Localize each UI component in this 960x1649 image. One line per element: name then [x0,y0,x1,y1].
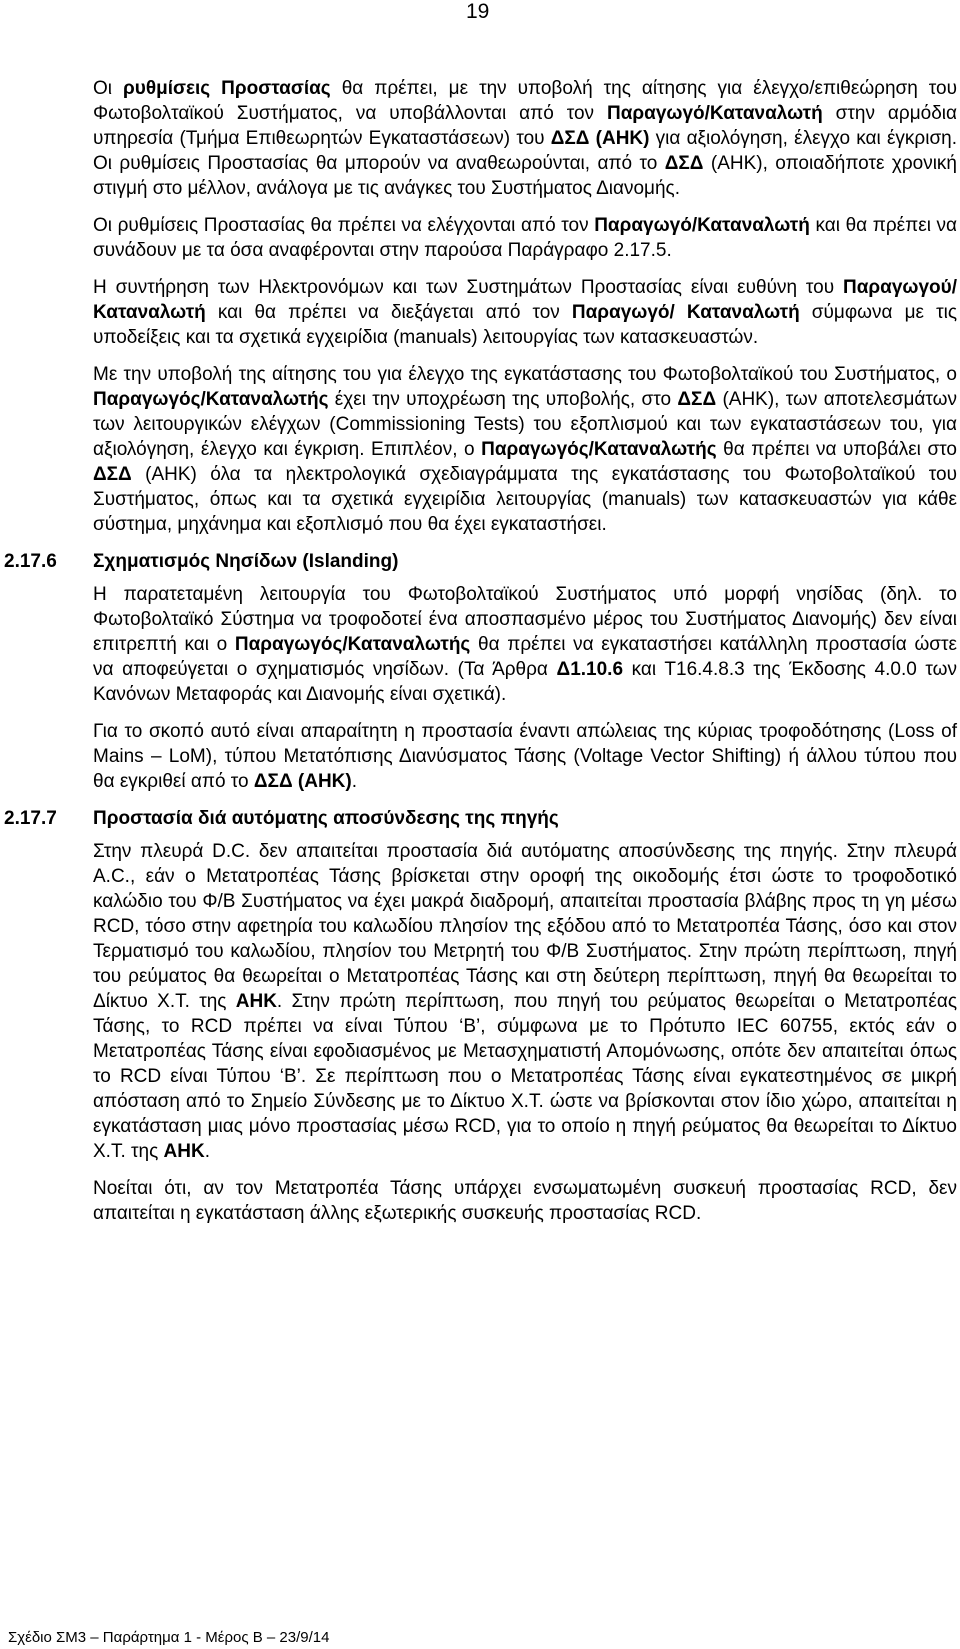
page-number: 19 [466,0,490,23]
text-run: και θα πρέπει να συνάδουν με τα όσα αναφέρονται στην παρούσα Παράγραφο 2.17.5. [93,215,958,261]
paragraph-protection-settings-check [93,213,957,263]
paragraph-loss-of-mains [93,719,957,794]
paragraph-commissioning-tests [93,362,957,537]
text-run: έχει την υποχρέωση της υποβολής, στο [328,389,678,410]
bold-term: ΔΣΔ [93,464,132,485]
text-run: (ΑΗΚ) όλα τα ηλεκτρολογικά σχεδιαγράμματα της εγκατάστασης του Φωτοβολταϊκού του Συστήματος, όπως και τα σχετικά εγχειρίδια λειτουργίας (manuals) των κατασκευαστών για κάθε σύστημα, μηχάνημα και εξοπλισμό που θα έχει εγκαταστήσει. [93,464,957,535]
bold-term: Δ1.10.6 [556,659,624,680]
text-run: Στην πλευρά D.C. δεν απαιτείται προστασία διά αυτόματης αποσύνδεσης της πηγής. Στην πλευρά A.C., εάν ο Μετατροπέας Τάσης βρίσκεται στην οροφή της οικοδομής έτσι ώστε το τροφοδοτικό καλώδιο του Φ/Β Συστήματος να έχει μακρά διαδρομή, απαιτείται προστασία βλάβης προς τη γη μέσω RCD, τόσο στην αφετηρία του καλωδίου πλησίον της εξόδου από το Μετατροπέα Τάσης, όσο και στον Τερματισμό του καλωδίου, πλησίον του Μετρητή του Φ/Β Συστήματος. Στην πρώτη περίπτωση, πηγή του ρεύματος θα θεωρείται ο Μετατροπέας Τάσης και στη δεύτερη περίπτωση, πηγή θα θεωρείται το Δίκτυο Χ.Τ. της [93,841,957,1012]
text-run: Η συντήρηση των Ηλεκτρονόμων και των Συστημάτων Προστασίας είναι ευθύνη του [93,277,844,298]
text-run: . Στην πρώτη περίπτωση, που πηγή του ρεύματος θεωρείται ο Μετατροπέας Τάσης, το RCD πρέπει να είναι Τύπου ‘Β’, σύμφωνα με το Πρότυπο IEC 60755, εκτός εάν ο Μετατροπέας Τάσης είναι εφοδιασμένος με Μετασχηματιστή Απομόνωσης, οπότε δεν απαιτείται όπως το RCD είναι Τύπου ‘Β’. Σε περίπτωση που ο Μετατροπέας Τάσης είναι εγκατεστημένος σε μικρή απόσταση από το Σημείο Σύνδεσης με το Δίκτυο Χ.Τ. ώστε να βρίσκονται στον ίδιο χώρο, απαιτείται η εγκατάσταση μιας μόνο προστασίας μέσω RCD, για το οποίο η πηγή ρεύματος θα θεωρείται το Δίκτυο Χ.Τ. της [93,991,957,1162]
text-run: στην αρμόδια υπηρεσία (Τμήμα Επιθεωρητών Εγκαταστάσεων) του [93,103,957,149]
bold-term: ΔΣΔ [253,771,293,792]
text-run: . [351,771,357,792]
text-run: θα πρέπει, με την υποβολή της αίτησης για έλεγχο/επιθεώρηση του Φωτοβολταϊκού Συστήματος, να υποβάλλονται από τον [93,78,957,124]
text-run: Νοείται ότι, αν τον Μετατροπέα Τάσης υπάρχει ενσωματωμένη συσκευή προστασίας RCD, δεν απαιτείται η εγκατάσταση άλλης εξωτερικής συσκευής προστασίας RCD. [93,1178,957,1224]
text-run: θα πρέπει να υποβάλει στο [716,439,957,460]
bold-term: Παραγωγό/Καταναλωτή [607,103,823,124]
text-run: και θα πρέπει να διεξάγεται από τον [205,302,572,323]
bold-term: Παραγωγό/Καταναλωτή [594,215,810,236]
paragraph-rcd-protection [93,839,957,1164]
document-body [4,76,958,1238]
bold-term: ΔΣΔ [677,389,717,410]
bold-term: ΑΗΚ [235,991,277,1012]
page-footer: Σχέδιο ΣΜ3 – Παράρτημα 1 - Μέρος Β – 23/9/14 [8,1629,330,1646]
section-heading-auto-disconnection [4,806,957,831]
text-run: για αξιολόγηση, έλεγχο και έγκριση. Οι ρυθμίσεις Προστασίας θα μπορούν να αναθεωρούνται, από το [93,128,958,174]
text-run: σύμφωνα με τις υποδείξεις και τα σχετικά εγχειρίδια (manuals) λειτουργίας των κατασκευαστών. [93,302,958,348]
text-run: Με την υποβολή της αίτησης του για έλεγχο της εγκατάστασης του Φωτοβολταϊκού του Συστήματος, ο [93,364,957,385]
text-run: Η παρατεταμένη λειτουργία του Φωτοβολταϊκού Συστήματος υπό μορφή νησίδας (δηλ. το Φωτοβολταϊκό Σύστημα να τροφοδοτεί ένα αποσπασμένο μέρος του Συστήματος Διανομής) δεν είναι επιτρεπτή και ο [93,584,957,655]
section-number: 2.17.6 [4,551,57,572]
text-run: Οι ρυθμίσεις Προστασίας θα πρέπει να ελέγχονται από τον [93,215,595,236]
bold-term: Παραγωγός/Καταναλωτής [234,634,471,655]
bold-term: ΑΗΚ [163,1141,205,1162]
section-heading-islanding [4,549,957,574]
section-title: Σχηματισμός Νησίδων (Islanding) [93,551,399,572]
section-title: Προστασία διά αυτόματης αποσύνδεσης της πηγής [93,808,559,829]
paragraph-integrated-rcd [93,1176,957,1226]
text-run: Οι [93,78,123,99]
bold-term: ΔΣΔ [664,153,704,174]
text-run: και Τ16.4.8.3 της Έκδοσης 4.0.0 των Κανόνων Μεταφοράς και Διανομής είναι σχετικά). [93,659,957,705]
text-run: (ΑΗΚ), οποιαδήποτε χρονική στιγμή στο μέλλον, ανάλογα με τις ανάγκες του Συστήματος Διανομής. [93,153,957,199]
bold-term: Παραγωγού/Καταναλωτή [93,277,957,323]
bold-term: Παραγωγό/ Καταναλωτή [571,302,800,323]
paragraph-relay-maintenance [93,275,957,350]
text-run: . [204,1141,210,1162]
paragraph-protection-settings-submission [93,76,957,201]
bold-term: ρυθμίσεις Προστασίας [123,78,331,99]
text-run: (ΑΗΚ), των αποτελεσμάτων των λειτουργικών ελέγχων (Commissioning Tests) του εξοπλισμού και των εγκαταστάσεων του, για αξιολόγηση, έλεγχο και έγκριση. Επιπλέον, ο [93,389,957,460]
paragraph-islanding-operation [93,582,957,707]
bold-term: ΔΣΔ (ΑΗΚ) [550,128,650,149]
text-run: Για το σκοπό αυτό είναι απαραίτητη η προστασία έναντι απώλειας της κύριας τροφοδότησης (Loss of Mains – LoM), τύπου Μετατόπισης Διανύσματος Τάσης (Voltage Vector Shifting) ή άλλου τύπου που θα εγκριθεί από το [93,721,957,792]
section-number: 2.17.7 [4,808,57,829]
text-run: θα πρέπει να εγκαταστήσει κατάλληλη προστασία ώστε να αποφεύγεται ο σχηματισμός νησίδων. (Τα Άρθρα [93,634,957,680]
bold-term: (ΑΗΚ) [297,771,352,792]
bold-term: Παραγωγός/Καταναλωτής [481,439,717,460]
bold-term: Παραγωγός/Καταναλωτής [93,389,329,410]
